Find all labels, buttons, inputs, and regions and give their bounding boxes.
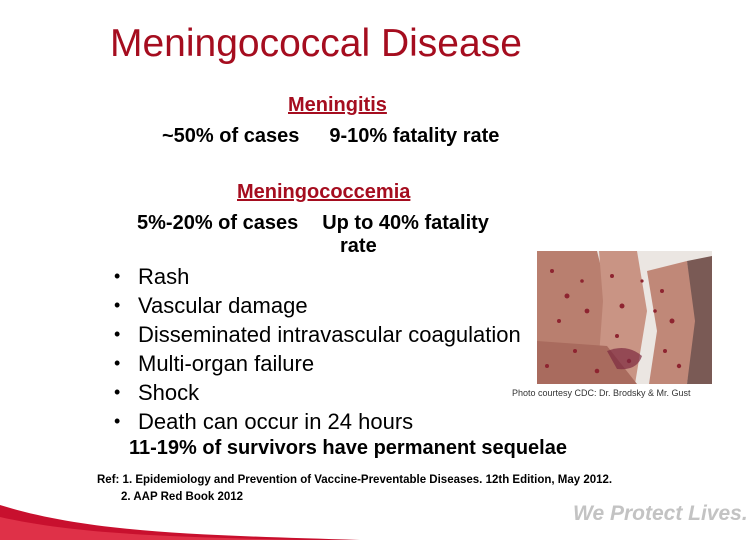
list-item: • Rash [114,264,190,289]
meningitis-heading: Meningitis [288,94,387,116]
list-item: • Disseminated intravascular coagulation [114,322,521,347]
bullet-icon: • [114,324,121,344]
meningococcemia-stats [137,212,489,235]
meningococcemia-heading: Meningococcemia [237,181,411,203]
meningococcemia-cases: 5%-20% of cases [137,212,299,234]
bullet-icon: • [114,295,121,315]
sequelae-text: 11-19% of survivors have permanent sequelae [129,437,567,459]
slide-title: Meningococcal Disease [110,22,522,65]
list-item: • Death can occur in 24 hours [114,409,414,434]
meningitis-cases: ~50% of cases [162,125,300,147]
meningococcemia-fatality: Up to 40% fatality [322,212,489,234]
bullet-icon: • [114,353,121,373]
reference-2: 2. AAP Red Book 2012 [121,491,244,503]
list-item: • Multi-organ failure [114,351,315,376]
list-item: • Vascular damage [114,293,308,318]
reference-1: Ref: 1. Epidemiology and Prevention of Vaccine-Preventable Diseases. 12th Edition, May 2012. [97,474,613,486]
rash-photo [537,251,712,384]
photo-credit: Photo courtesy CDC: Dr. Brodsky & Mr. Gust [512,388,691,398]
list-item: • Shock [114,380,200,405]
bullet-icon: • [114,382,121,402]
tagline: We Protect Lives. [573,502,748,525]
meningitis-section [0,94,720,154]
bullet-icon: • [114,266,121,286]
meningitis-stats [162,125,499,148]
symptom-list [112,262,521,436]
bullet-icon: • [114,411,121,431]
meningococcemia-fatality-cont: rate [340,235,377,257]
references [97,472,612,506]
meningitis-fatality: 9-10% fatality rate [329,125,500,147]
